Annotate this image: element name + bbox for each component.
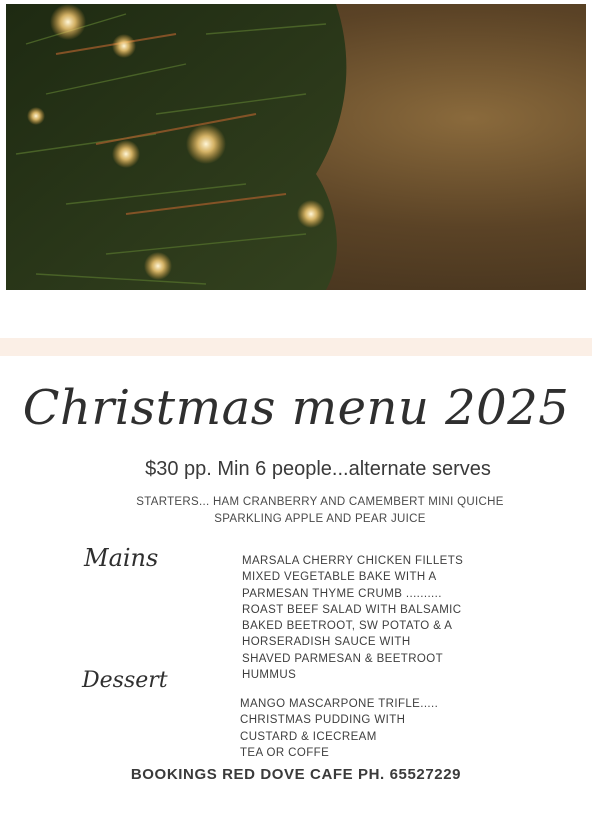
price-line: $30 pp. Min 6 people...alternate serves — [145, 458, 491, 480]
list-item: MARSALA CHERRY CHICKEN FILLETS — [242, 555, 464, 567]
list-item: HUMMUS — [242, 669, 297, 682]
mains-list — [242, 553, 463, 683]
dessert-list — [240, 696, 438, 761]
starters-block — [0, 494, 592, 528]
bookings-line: BOOKINGS RED DOVE CAFE PH. 65527229 — [130, 766, 462, 783]
dessert-heading: Dessert — [82, 668, 168, 693]
starters-line: SPARKLING APPLE AND PEAR JUICE — [214, 513, 426, 525]
list-item: PARMESAN THYME CRUMB .......... — [242, 587, 442, 600]
list-item: HORSERADISH SAUCE WITH — [242, 636, 411, 649]
list-item: SHAVED PARMESAN & BEETROOT — [242, 652, 444, 665]
list-item: ROAST BEEF SALAD WITH BALSAMIC — [242, 603, 462, 616]
menu-title: Christmas menu 2025 — [22, 380, 570, 436]
list-item: BAKED BEETROOT, SW POTATO & A — [242, 620, 453, 633]
mains-heading: Mains — [84, 544, 159, 572]
starters-line: STARTERS... HAM CRANBERRY AND CAMEMBERT MINI QUICHE — [136, 496, 504, 508]
list-item: CUSTARD & ICECREAM — [240, 730, 377, 743]
christmas-tree-illustration — [6, 4, 586, 290]
christmas-tree-photo — [6, 4, 586, 290]
decorative-band — [0, 338, 592, 356]
list-item: TEA OR COFFE — [240, 746, 330, 759]
list-item: CHRISTMAS PUDDING WITH — [240, 714, 406, 727]
list-item: MANGO MASCARPONE TRIFLE..... — [240, 698, 439, 710]
list-item: MIXED VEGETABLE BAKE WITH A — [242, 571, 437, 584]
